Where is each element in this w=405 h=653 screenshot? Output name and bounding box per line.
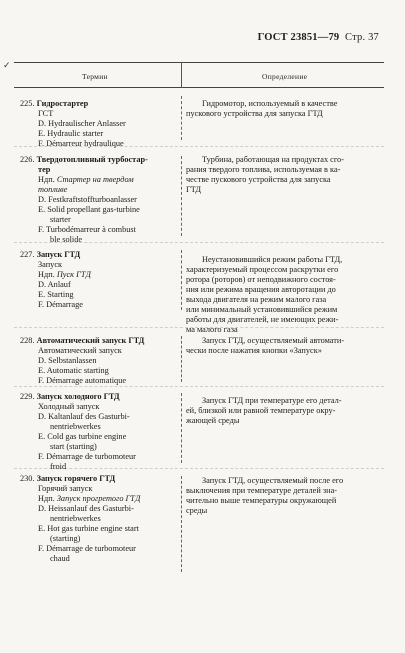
column-divider — [181, 476, 182, 572]
term-english-continued: (starting) — [50, 534, 81, 543]
term-entry-230 — [20, 474, 178, 564]
term-english: E. Starting — [38, 290, 74, 299]
term-title: Запуск ГТД — [36, 250, 81, 259]
entry-number: 225. — [20, 99, 35, 108]
term-title: Запуск горячего ГТД — [36, 474, 116, 483]
term-title: Запуск холодного ГТД — [36, 392, 120, 401]
entry-number: 226. — [20, 155, 35, 164]
definition-225 — [186, 99, 382, 119]
term-synonym: Запуск — [38, 260, 63, 269]
definition-line: Неустановившийся режим работы ГТД, — [202, 255, 343, 264]
column-divider — [181, 96, 182, 140]
definition-230 — [186, 476, 382, 516]
deprecated-term: Пуск ГТД — [56, 270, 91, 279]
definition-line: рания твердого топлива, используемая в ка- — [186, 165, 341, 174]
definition-line: среды — [186, 506, 208, 515]
term-synonym: Автоматический запуск — [38, 346, 122, 355]
term-entry-227 — [20, 250, 178, 310]
definition-line: чески после нажатия кнопки «Запуск» — [186, 346, 322, 355]
term-abbreviation: ГСТ — [38, 109, 54, 118]
term-english: E. Hot gas turbine engine start — [38, 524, 139, 533]
term-french: F. Démarrage automatique — [38, 376, 127, 385]
term-entry-226 — [20, 155, 178, 245]
deprecated-label: Ндп. — [38, 175, 55, 184]
term-entry-225 — [20, 99, 178, 149]
deprecated-term-continued: топливе — [38, 185, 68, 194]
term-french: F. Démarrage de turbomoteur — [38, 452, 136, 461]
term-synonym: Горячий запуск — [38, 484, 93, 493]
definition-line: чительно выше температуры окружающей — [186, 496, 337, 505]
column-divider — [181, 336, 182, 382]
page-header — [258, 32, 379, 43]
term-german: D. Anlauf — [38, 280, 71, 289]
column-divider — [181, 156, 182, 236]
definition-228 — [186, 336, 382, 356]
term-title: Твердотопливный турбостар- — [36, 155, 148, 164]
definition-line: честве пускового устройства для запуска — [186, 175, 331, 184]
term-entry-228 — [20, 336, 178, 386]
term-english: E. Automatic starting — [38, 366, 109, 375]
deprecated-term: Стартер на твердом — [56, 175, 134, 184]
margin-check-mark: ✓ — [3, 60, 11, 70]
definition-line: Запуск ГТД при температуре его детал- — [202, 396, 342, 405]
table-header-rule — [14, 87, 384, 88]
term-title: Гидростартер — [36, 99, 89, 108]
definition-line: выхода двигателя на режим малого газа — [186, 295, 327, 304]
definition-line: или минимальный установившийся режим — [186, 305, 338, 314]
definition-line: ей, близкой или равной температуре окру- — [186, 406, 336, 415]
term-german: D. Selbstanlassen — [38, 356, 97, 365]
entry-number: 230. — [20, 474, 35, 483]
definition-226 — [186, 155, 382, 195]
definition-line: Запуск ГТД, осуществляемый автомати- — [202, 336, 345, 345]
table-top-rule — [14, 62, 384, 63]
term-french-continued: chaud — [50, 554, 70, 563]
term-english: E. Solid propellant gas-turbine — [38, 205, 140, 214]
entry-number: 229. — [20, 392, 35, 401]
column-header-definition: Определение — [262, 72, 308, 81]
term-french-continued: ble solide — [50, 235, 83, 244]
deprecated-term: Запуск прогретого ГТД — [56, 494, 141, 503]
definition-line: выключения при температуре деталей зна- — [186, 486, 338, 495]
definition-229 — [186, 396, 382, 426]
term-french: F. Turbodémarreur à combust — [38, 225, 136, 234]
term-english-continued: start (starting) — [50, 442, 97, 451]
entry-number: 228. — [20, 336, 35, 345]
definition-line: жающей среды — [186, 416, 240, 425]
term-german: D. Festkraftstoffturboanlasser — [38, 195, 137, 204]
definition-line: Запуск ГТД, осуществляемый после его — [202, 476, 344, 485]
column-divider — [181, 250, 182, 310]
term-german-continued: nentriebwerkes — [50, 422, 101, 431]
term-synonym: Холодный запуск — [38, 402, 100, 411]
term-german: D. Heissanlauf des Gasturbi- — [38, 504, 134, 513]
term-german: D. Hydraulischer Anlasser — [38, 119, 126, 128]
definition-line: характеризуемый процессом раскрутки его — [186, 265, 339, 274]
entry-number: 227. — [20, 250, 35, 259]
definition-line: ротора (роторов) от неподвижного состоя- — [186, 275, 336, 284]
page-number: Стр. 37 — [345, 32, 379, 43]
definition-line: работы для двигателей, не имеющих режи- — [186, 315, 339, 324]
term-title: Автоматический запуск ГТД — [36, 336, 145, 345]
standard-number: ГОСТ 23851—79 — [257, 32, 340, 43]
term-french-continued: froid — [50, 462, 67, 471]
term-title-continued: тер — [38, 165, 51, 174]
definition-line: ГТД — [186, 185, 202, 194]
term-german-continued: nentriebwerkes — [50, 514, 101, 523]
term-french: F. Démarreur hydraulique — [38, 139, 124, 148]
definition-line: ма малого газа — [186, 325, 238, 334]
term-english: E. Hydraulic starter — [38, 129, 104, 138]
term-french: F. Démarrage de turbomoteur — [38, 544, 136, 553]
definition-227 — [186, 255, 382, 335]
term-english-continued: starter — [50, 215, 71, 224]
deprecated-label: Ндп. — [38, 494, 55, 503]
definition-line: Турбина, работающая на продуктах сго- — [202, 155, 344, 164]
definition-line: Гидромотор, используемый в качестве — [202, 99, 338, 108]
term-english: E. Cold gas turbine engine — [38, 432, 127, 441]
column-divider-header — [181, 62, 182, 88]
definition-line: ния или режима вращения авторотации до — [186, 285, 336, 294]
column-divider — [181, 393, 182, 463]
term-german: D. Kaltanlauf des Gasturbi- — [38, 412, 130, 421]
column-header-term: Термин — [82, 72, 108, 81]
deprecated-label: Ндп. — [38, 270, 55, 279]
definition-line: пускового устройства для запуска ГТД — [186, 109, 323, 118]
term-entry-229 — [20, 392, 178, 472]
term-french: F. Démarrage — [38, 300, 83, 309]
row-separator — [14, 386, 384, 387]
